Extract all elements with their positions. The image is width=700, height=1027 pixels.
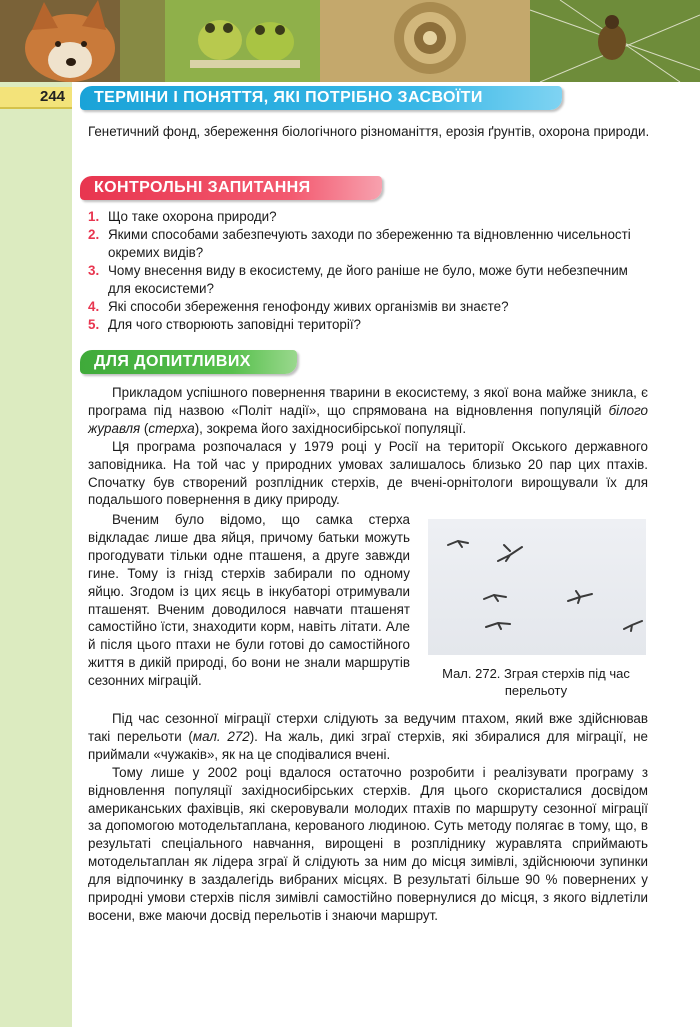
control-questions-heading: КОНТРОЛЬНІ ЗАПИТАННЯ [80, 176, 382, 200]
question-number: 5. [88, 317, 100, 332]
paragraph: Тому лише у 2002 році вдалося остаточно розробити і реалізувати програму з відновлення популяції західносибірських стерхів. Для цього скористалися досвідом американських фахівців, які скеровували молодих птахів по маршруту сезонної міграції за допомогою мотодельтаплана, керованого людиною. Суть методу полягає в тому, що, в результаті спеціального навчання, вирощені в розпліднику журавлята сприймають мотодельтаплан як лідера зграї й слідують за ним до місця зимівлі, здійснюючи зупинки для відпочинку в заздалегідь вибраних місцях. В результаті більше 90 % повернених у природні умови стерхів після зимівлі самостійно повернулися до місця, з якого відлетіли восени, вже маючи досвід перельотів і знаючи маршрут. [88, 764, 648, 923]
question-number: 3. [88, 263, 100, 278]
curious-text-bottom [88, 710, 648, 925]
paragraph: Під час сезонної міграції стерхи слідують за ведучим птахом, який вже здійснював такі перельоти (мал. 272). На жаль, дикі зграї стерхів, які збиралися для міграції, не приймали «чужаків», як на це сподівалися вчені. [88, 711, 649, 762]
paragraph: Ця програма розпочалася у 1979 році у Росії на території Окського державного заповідника. На той час у природних умовах залишалось близько 20 пар цих птахів. Спочатку був створений розплідник стерхів, де вчені-орнітологи вирощували їх для подальшого повернення в дику природу. [88, 438, 648, 508]
page-number: 244 [40, 88, 66, 105]
question-number: 2. [88, 227, 100, 242]
question-item [88, 262, 650, 298]
question-item [88, 316, 650, 334]
paragraph: Вченим було відомо, що самка стерха відкладає лише два яйця, причому батьки можуть прогодувати тільки одне пташеня, а друге завжди гине. Тому із гнізд стерхів забирали по одному яйцю. Згодом із цих яєць в інкубаторі отримували пташенят. Вченим доводилося навчати пташенят самостійно їсти, знаходити корм, навіть літати. Але й після цього птахи не були готові до самостійного життя в дикій природі, бо вони не знали маршрутів сезонних міграцій. [88, 512, 410, 689]
left-sidebar [0, 0, 72, 1027]
paragraph: Прикладом успішного повернення тварини в екосистему, з якої вона майже зникла, є програма під назвою «Політ надії», що спрямована на відновлення популяцій білого журавля (стерха), зокрема його західносибірської популяції. [88, 385, 648, 436]
question-item [88, 226, 650, 262]
curious-text-top [88, 384, 648, 509]
question-text: Якими способами забезпечують заходи по збереженню та відновленню чисельності окремих видів? [108, 227, 631, 260]
question-number: 1. [88, 209, 100, 224]
cranes-flock-photo [428, 519, 646, 655]
shell-image [320, 0, 530, 82]
question-text: Для чого створюють заповідні території? [108, 317, 361, 332]
question-text: Які способи збереження генофонду живих організмів ви знаєте? [108, 299, 509, 314]
figure-caption: Мал. 272. Зграя стерхів під час перельоту [442, 666, 630, 698]
fox-image [0, 0, 165, 82]
question-text: Що таке охорона природи? [108, 209, 277, 224]
question-number: 4. [88, 299, 100, 314]
questions-list [88, 208, 650, 334]
header-banner [0, 0, 700, 82]
spider-image [530, 0, 700, 82]
question-item [88, 298, 650, 316]
for-curious-heading: ДЛЯ ДОПИТЛИВИХ [80, 350, 297, 374]
question-item [88, 208, 650, 226]
terms-heading: ТЕРМІНИ І ПОНЯТТЯ, ЯКІ ПОТРІБНО ЗАСВОЇТИ [80, 86, 562, 110]
terms-text: Генетичний фонд, збереження біологічного різноманіття, ерозія ґрунтів, охорона природи. [88, 124, 650, 139]
frogs-image [165, 0, 320, 82]
question-text: Чому внесення виду в екосистему, де його раніше не було, може бути небезпечним для екосистеми? [108, 263, 628, 296]
curious-text-left-column [88, 511, 410, 690]
